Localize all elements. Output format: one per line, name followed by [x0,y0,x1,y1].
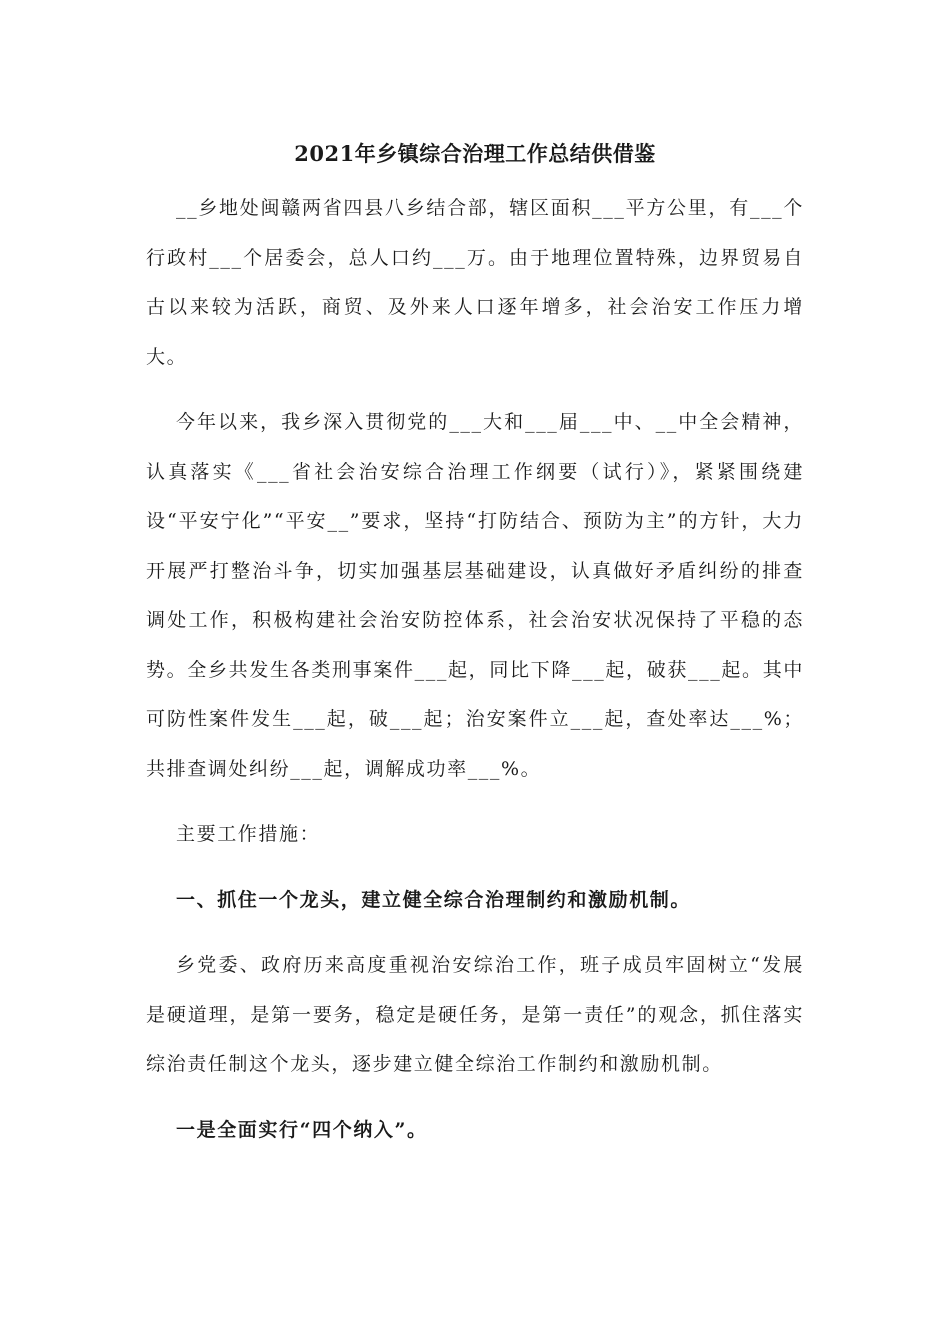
document-title: 2021年乡镇综合治理工作总结供借鉴 [294,141,656,166]
heading-four-inclusions: 一是全面实行“四个纳入”。 [176,1118,428,1141]
paragraph-this-year: 今年以来，我乡深入贯彻党的___大和___届___中、__中全会精神，认真落实《___省社会治安综合治理工作纲要（试行）》，紧紧围绕建设“平安宁化”“平安__”要求，坚持“打防结合、预防为主”的方针，大力开展严打整治斗争，切实加强基层基础建设，认真做好矛盾纠纷的排查调处工作，积极构建社会治安防控体系，社会治安状况保持了平稳的态势。全乡共发生各类刑事案件___起，同比下降___起，破获___起。其中可防性案件发生___起，破___起；治安案件立___起，查处率达___%；共排查调处纠纷___起，调解成功率___%。 [146,411,804,780]
paragraph-intro: __乡地处闽赣两省四县八乡结合部，辖区面积___平方公里，有___个行政村___个居委会，总人口约___万。由于地理位置特殊，边界贸易自古以来较为活跃，商贸、及外来人口逐年增多，社会治安工作压力增大。 [146,197,804,368]
heading-section-one: 一、抓住一个龙头，建立健全综合治理制约和激励机制。 [176,888,692,911]
paragraph-main-measures: 主要工作措施： [176,823,321,845]
paragraph-party-committee: 乡党委、政府历来高度重视治安综治工作，班子成员牢固树立“发展是硬道理，是第一要务，稳定是硬任务，是第一责任”的观念，抓住落实综治责任制这个龙头，逐步建立健全综治工作制约和激励机制。 [146,954,804,1075]
document-body [146,128,804,1155]
